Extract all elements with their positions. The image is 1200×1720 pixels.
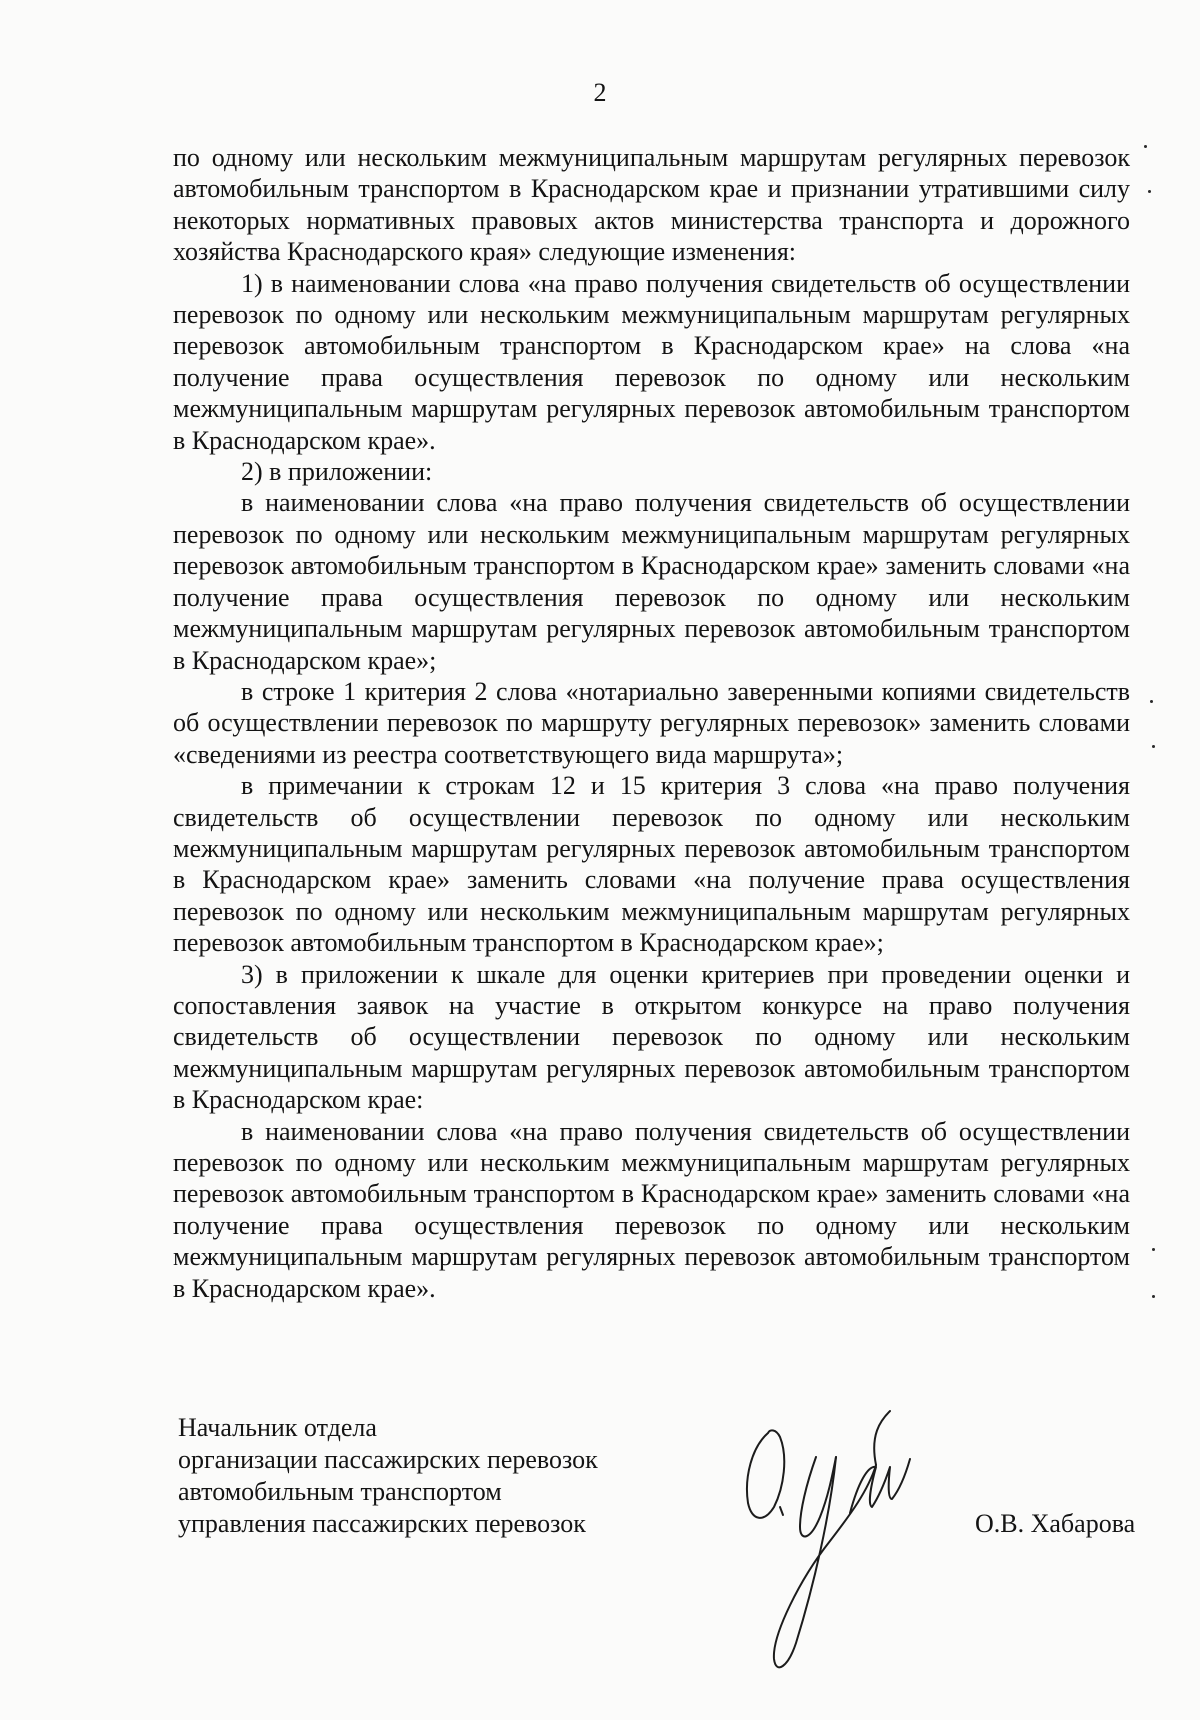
scan-dot (1152, 1295, 1155, 1298)
paragraph: 1) в наименовании слова «на право получения свидетельств об осуществлении перевозок по одному или нескольким межмуниципальным маршрутам регулярных перевозок автомобильным транспортом в Краснодарском крае» на слова «на получение права осуществления перевозок по одному или нескольким межмуниципальным маршрутам регулярных перевозок автомобильным транспортом в Краснодарском крае». (173, 268, 1130, 455)
signer-position-line: Начальник отдела (178, 1413, 377, 1442)
page-number: 2 (593, 78, 607, 107)
scan-dot (1144, 145, 1147, 148)
signer-position-line: автомобильным транспортом (178, 1477, 502, 1506)
paragraph: в наименовании слова «на право получения свидетельств об осуществлении перевозок по одному или нескольким межмуниципальным маршрутам регулярных перевозок автомобильным транспортом в Краснодарском крае» заменить словами «на получение права осуществления перевозок по одному или нескольким межмуниципальным маршрутам регулярных перевозок автомобильным транспортом в Краснодарском крае»; (173, 488, 1130, 675)
signer-position (178, 1412, 598, 1540)
paragraph: в примечании к строкам 12 и 15 критерия 3 слова «на право получения свидетельств об осуществлении перевозок по одному или нескольким межмуниципальным маршрутам регулярных перевозок автомобильным транспортом в Краснодарском крае» заменить словами «на получение права осуществления перевозок по одному или нескольким межмуниципальным маршрутам регулярных перевозок автомобильным транспортом в Краснодарском крае»; (173, 771, 1130, 958)
paragraph: 2) в приложении: (241, 457, 433, 487)
scan-dot (1152, 1248, 1155, 1251)
document-body (173, 142, 1130, 1304)
scan-dot (1148, 190, 1151, 193)
paragraph: в наименовании слова «на право получения свидетельств об осуществлении перевозок по одному или нескольким межмуниципальным маршрутам регулярных перевозок автомобильным транспортом в Краснодарском крае» заменить словами «на получение права осуществления перевозок по одному или нескольким межмуниципальным маршрутам регулярных перевозок автомобильным транспортом в Краснодарском крае». (173, 1116, 1130, 1303)
signer-position-line: управления пассажирских перевозок (178, 1509, 586, 1538)
paragraph: в строке 1 критерия 2 слова «нотариально заверенными копиями свидетельств об осуществлении перевозок по маршруту регулярных перевозок» заменить словами «сведениями из реестра соответствующего вида маршрута»; (173, 676, 1130, 769)
paragraph: 3) в приложении к шкале для оценки критериев при проведении оценки и сопоставления заявок на участие в открытом конкурсе на право получения свидетельств об осуществлении перевозок по одному или нескольким межмуниципальным маршрутам регулярных перевозок автомобильным транспортом в Краснодарском крае: (173, 959, 1130, 1115)
scan-dot (1152, 745, 1155, 748)
signer-name: О.В. Хабарова (975, 1509, 1136, 1538)
handwritten-signature (730, 1395, 960, 1685)
signer-position-line: организации пассажирских перевозок (178, 1445, 598, 1474)
scan-dot (1150, 700, 1153, 703)
paragraph: по одному или нескольким межмуниципальным маршрутам регулярных перевозок автомобильным транспортом в Краснодарском крае и признании утратившими силу некоторых нормативных правовых актов министерства транспорта и дорожного хозяйства Краснодарского края» следующие изменения: (173, 143, 1130, 267)
